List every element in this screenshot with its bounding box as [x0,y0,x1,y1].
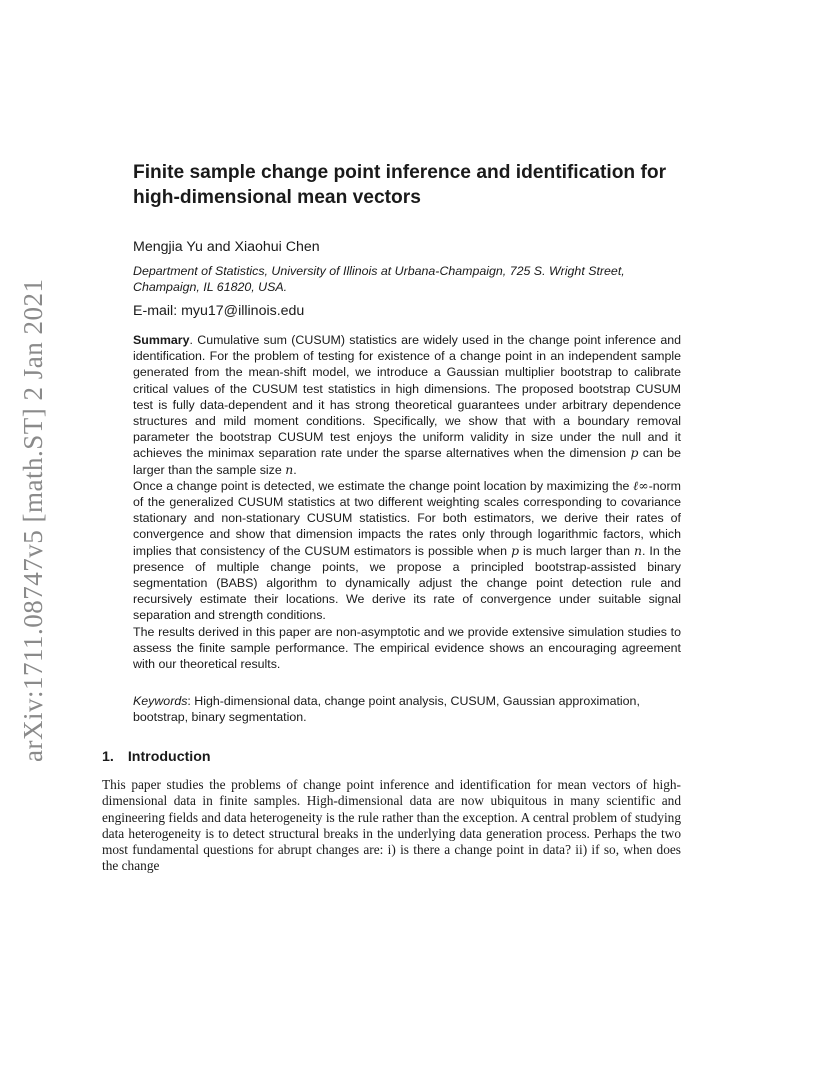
math-symbol: p [630,445,639,461]
summary-abstract [133,332,681,672]
author-email: E-mail: myu17@illinois.edu [133,303,305,319]
math-symbol: ℓ∞ [633,477,649,493]
math-symbol: n [285,461,294,477]
summary-text: . Cumulative sum (CUSUM) statistics are widely used in the change point inference and identification. For the problem of testing for existence of a change point in an independent sample generated from the mean-shift model, we introduce a Gaussian multiplier bootstrap to calibrate critical values of the CUSUM test statistics in high dimensions. The proposed bootstrap CUSUM test is fully data-dependent and it has strong theoretical guarantees under arbitrary dependence structures and mild moment conditions. Specifically, we show that with a boundary removal parameter the bootstrap CUSUM test enjoys the uniform validity in size under the null and it achieves the minimax separation rate under the sparse alternatives when the dimension [133,333,681,461]
keywords-label: Keywords [133,694,188,708]
section-heading-introduction [102,749,211,765]
summary-paragraph-2 [133,478,681,624]
summary-paragraph-3: The results derived in this paper are non-asymptotic and we provide extensive simulation studies to assess the finite sample performance. The empirical evidence shows an encouraging agreement with our theoretical results. [133,624,681,672]
introduction-paragraph: This paper studies the problems of change point inference and identification for mean vectors of high-dimensional data in finite samples. High-dimensional data are now ubiquitous in many scientific and engineering fields and data heterogeneity is the rule rather than the exception. A central problem of studying data heterogeneity is to detect structural breaks in the underlying data generation process. Perhaps the two most fundamental questions for abrupt changes are: i) is there a change point in data? ii) if so, when does the change [102,777,681,874]
keywords-text: : High-dimensional data, change point analysis, CUSUM, Gaussian approximation, bootstrap, binary segmentation. [133,694,640,725]
summary-text: . [293,462,297,477]
math-symbol: p [511,542,519,558]
affiliation: Department of Statistics, University of Illinois at Urbana-Champaign, 725 S. Wright Street, Champaign, IL 61820, USA. [133,264,625,294]
authors: Mengjia Yu and Xiaohui Chen [133,239,320,255]
paper-title: Finite sample change point inference and identification for high-dimensional mean vectors [133,162,667,208]
summary-text: can be larger than the sample size [133,446,681,477]
math-symbol: n [634,542,642,558]
summary-paragraph-1 [133,332,681,478]
section-number: 1. [102,749,114,765]
summary-text: -norm of the generalized CUSUM statistics at two different weighting scales corresponding to covariance stationary and non-stationary CUSUM statistics. For both estimators, we derive their rates of convergence and show that dimension impacts the rates only through logarithmic factors, which implies that consistency of the CUSUM estimators is possible when [133,478,681,558]
summary-text: Once a change point is detected, we estimate the change point location by maximizing the [133,478,634,493]
summary-text: . In the presence of multiple change points, we propose a principled bootstrap-assisted binary segmentation (BABS) algorithm to dynamically adjust the change point detection rule and recursively estimate their locations. We derive its rate of convergence under suitable signal separation and strength conditions. [133,543,681,623]
section-title: Introduction [127,749,211,765]
summary-label: Summary [133,333,190,347]
arxiv-identifier-stamp: arXiv:1711.08747v5 [math.ST] 2 Jan 2021 [18,278,48,762]
summary-text: is much larger than [519,543,635,558]
keywords [133,693,653,725]
